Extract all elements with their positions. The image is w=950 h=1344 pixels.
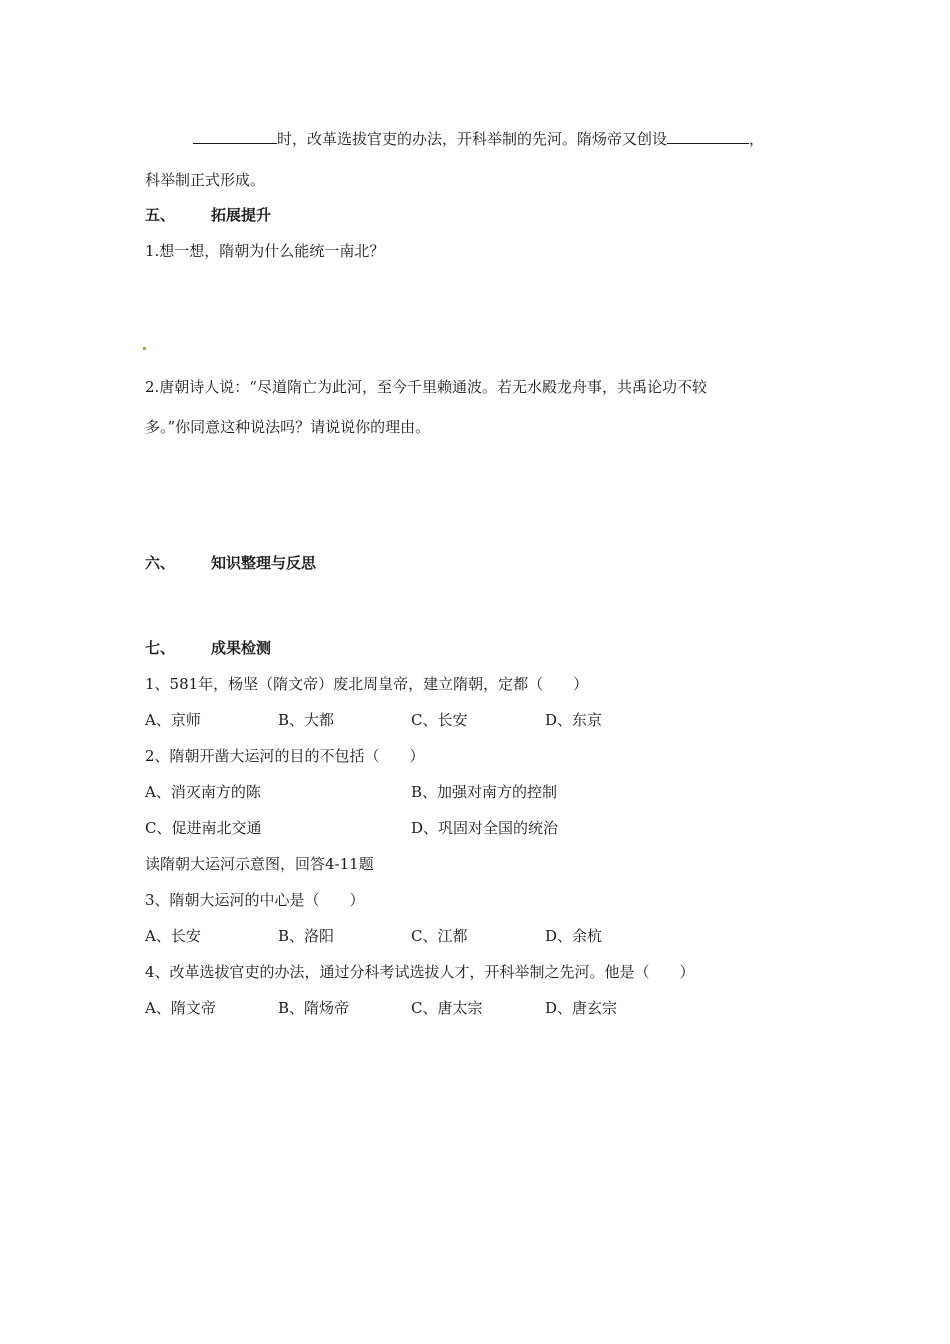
section-7-title: 成果检测 — [211, 639, 272, 657]
section-5-question-2-line-2: 多。”你同意这种说法吗？请说说你的理由。 — [145, 418, 431, 436]
section-5-question-2-line-1: 2.唐朝诗人说：“尽道隋亡为此河，至今千里赖通波。若无水殿龙舟事，共禹论功不较 — [145, 378, 707, 396]
quiz-question-3: 3、隋朝大运河的中心是（ ） — [145, 891, 365, 909]
section-6-heading — [145, 553, 316, 573]
quiz-q2-option-a[interactable]: A、消灭南方的陈 — [145, 783, 261, 801]
quiz-q2-option-c[interactable]: C、促进南北交通 — [145, 819, 262, 837]
quiz-q1-option-c[interactable]: C、长安 — [411, 711, 468, 729]
answer-blank-2[interactable] — [667, 128, 749, 144]
section-5-question-1: 1.想一想，隋朝为什么能统一南北？ — [145, 242, 385, 260]
section-5-heading — [145, 205, 271, 225]
quiz-q2-option-d[interactable]: D、巩固对全国的统治 — [411, 819, 559, 837]
quiz-q4-option-b[interactable]: B、隋炀帝 — [278, 999, 350, 1017]
quiz-q4-option-d[interactable]: D、唐玄宗 — [545, 999, 618, 1017]
quiz-q2-option-b[interactable]: B、加强对南方的控制 — [411, 783, 558, 801]
fill-in-line-2: 科举制正式形成。 — [145, 171, 266, 189]
quiz-question-2: 2、隋朝开凿大运河的目的不包括（ ） — [145, 747, 425, 765]
section-7-heading — [145, 638, 271, 658]
section-6-number: 六、 — [145, 554, 176, 572]
quiz-question-1: 1、581年，杨坚（隋文帝）废北周皇帝，建立隋朝，定都（ ） — [145, 675, 589, 693]
quiz-q3-option-a[interactable]: A、长安 — [145, 927, 201, 945]
fill-in-end: ， — [749, 130, 765, 148]
quiz-question-4: 4、改革选拔官吏的办法，通过分科考试选拔人才，开科举制之先河。他是（ ） — [145, 963, 695, 981]
section-6-title: 知识整理与反思 — [211, 554, 317, 572]
section-5-title: 拓展提升 — [211, 206, 272, 224]
section-7-number: 七、 — [145, 639, 176, 657]
quiz-q1-option-a[interactable]: A、京师 — [145, 711, 201, 729]
quiz-q3-option-d[interactable]: D、余杭 — [545, 927, 603, 945]
quiz-q3-option-c[interactable]: C、江都 — [411, 927, 468, 945]
answer-blank-1[interactable] — [193, 128, 277, 144]
section-5-number: 五、 — [145, 206, 176, 224]
stray-mark — [143, 347, 146, 350]
fill-in-text: 时，改革选拔官吏的办法，开科举制的先河。隋炀帝又创设 — [277, 130, 668, 148]
quiz-q1-option-b[interactable]: B、大都 — [278, 711, 335, 729]
map-instruction: 读隋朝大运河示意图，回答4-11题 — [145, 855, 374, 873]
quiz-q4-option-a[interactable]: A、隋文帝 — [145, 999, 216, 1017]
quiz-q1-option-d[interactable]: D、东京 — [545, 711, 603, 729]
quiz-q3-option-b[interactable]: B、洛阳 — [278, 927, 335, 945]
quiz-q4-option-c[interactable]: C、唐太宗 — [411, 999, 483, 1017]
fill-in-line-1 — [193, 128, 764, 149]
